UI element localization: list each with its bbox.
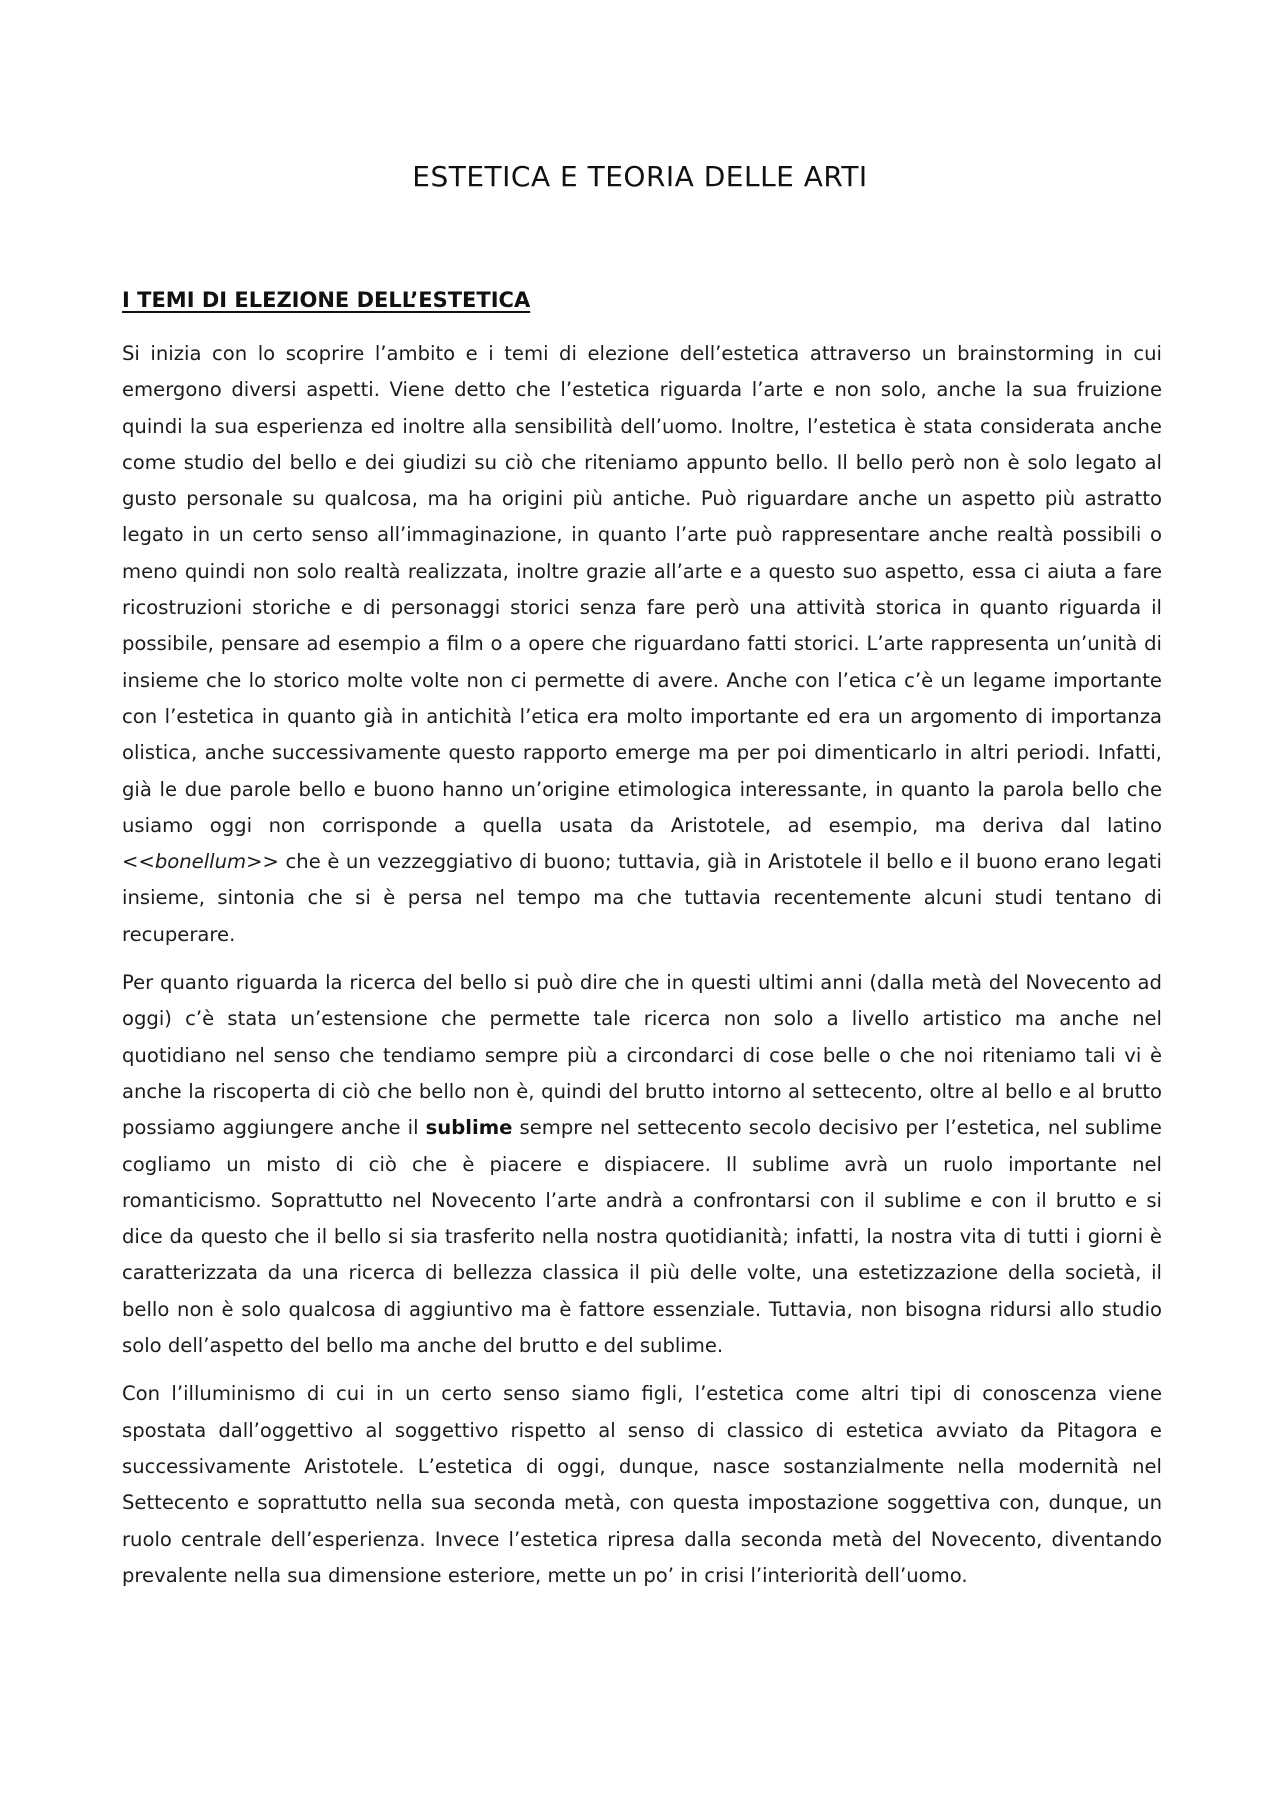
quote-open: << bbox=[122, 850, 155, 874]
quote-close: >> bbox=[246, 850, 286, 874]
body-text bbox=[122, 336, 1162, 1606]
latin-term: bonellum bbox=[154, 850, 247, 874]
paragraph-3 bbox=[122, 1376, 1162, 1594]
paragraph-2-text-end: sempre nel settecento secolo decisivo per l’estetica, nel sublime cogliamo un misto di ciò che è piacere e dispiacere. Il sublime avrà un ruolo importante nel romanticismo. Soprattutto nel Novecento l’arte andrà a confrontarsi con il sublime e con il brutto e si dice da questo che il bello si sia trasferito nella nostra quotidianità; infatti, la nostra vita di tutti i giorni è caratterizzata da una ricerca di bellezza classica il più delle volte, una estetizzazione della società, il bello non è solo qualcosa di aggiuntivo ma è fattore essenziale. Tuttavia, non bisogna ridursi allo studio solo dell’aspetto del bello ma anche del brutto e del sublime. bbox=[122, 1116, 1162, 1358]
paragraph-2-text-start: Per quanto riguarda la ricerca del bello si può dire che in questi ultimi anni (dalla metà del Novecento ad oggi) c’è stata un’estensione che permette tale ricerca non solo a livello artistico ma anche nel quotidiano nel senso che tendiamo sempre più a circondarci di cose belle o che noi riteniamo tali vi è anche la riscoperta di ciò che bello non è, quindi del brutto intorno al settecento, oltre al bello e al brutto possiamo aggiungere anche il bbox=[122, 971, 1162, 1140]
page-title: ESTETICA E TEORIA DELLE ARTI bbox=[412, 160, 868, 193]
section-heading: I TEMI DI ELEZIONE DELL’ESTETICA bbox=[122, 288, 531, 312]
paragraph-2 bbox=[122, 965, 1162, 1364]
bold-term-sublime: sublime bbox=[425, 1116, 513, 1140]
paragraph-1 bbox=[122, 336, 1162, 953]
paragraph-3-text: Con l’illuminismo di cui in un certo senso siamo figli, l’estetica come altri tipi di conoscenza viene spostata dall’oggettivo al soggettivo rispetto al senso di classico di estetica avviato da Pitagora e successivamente Aristotele. L’estetica di oggi, dunque, nasce sostanzialmente nella modernità nel Settecento e soprattutto nella sua seconda metà, con questa impostazione soggettiva con, dunque, un ruolo centrale dell’esperienza. Invece l’estetica ripresa dalla seconda metà del Novecento, diventando prevalente nella sua dimensione esteriore, mette un po’ in crisi l’interiorità dell’uomo. bbox=[122, 1382, 1162, 1587]
paragraph-1-text-end: che è un vezzeggiativo di buono; tuttavia, già in Aristotele il bello e il buono erano legati insieme, sintonia che si è persa nel tempo ma che tuttavia recentemente alcuni studi tentano di recuperare. bbox=[122, 850, 1162, 946]
paragraph-1-text: Si inizia con lo scoprire l’ambito e i temi di elezione dell’estetica attraverso un brainstorming in cui emergono diversi aspetti. Viene detto che l’estetica riguarda l’arte e non solo, anche la sua fruizione quindi la sua esperienza ed inoltre alla sensibilità dell’uomo. Inoltre, l’estetica è stata considerata anche come studio del bello e dei giudizi su ciò che riteniamo appunto bello. Il bello però non è solo legato al gusto personale su qualcosa, ma ha origini più antiche. Può riguardare anche un aspetto più astratto legato in un certo senso all’immaginazione, in quanto l’arte può rappresentare anche realtà possibili o meno quindi non solo realtà realizzata, inoltre grazie all’arte e a questo suo aspetto, essa ci aiuta a fare ricostruzioni storiche e di personaggi storici senza fare però una attività storica in quanto riguarda il possibile, pensare ad esempio a film o a opere che riguardano fatti storici. L’arte rappresenta un’unità di insieme che lo storico molte volte non ci permette di avere. Anche con l’etica c’è un legame importante con l’estetica in quanto già in antichità l’etica era molto importante ed era un argomento di importanza olistica, anche successivamente questo rapporto emerge ma per poi dimenticarlo in altri periodi. Infatti, già le due parole bello e buono hanno un’origine etimologica interessante, in quanto la parola bello che usiamo oggi non corrisponde a quella usata da Aristotele, ad esempio, ma deriva dal latino bbox=[122, 342, 1162, 837]
